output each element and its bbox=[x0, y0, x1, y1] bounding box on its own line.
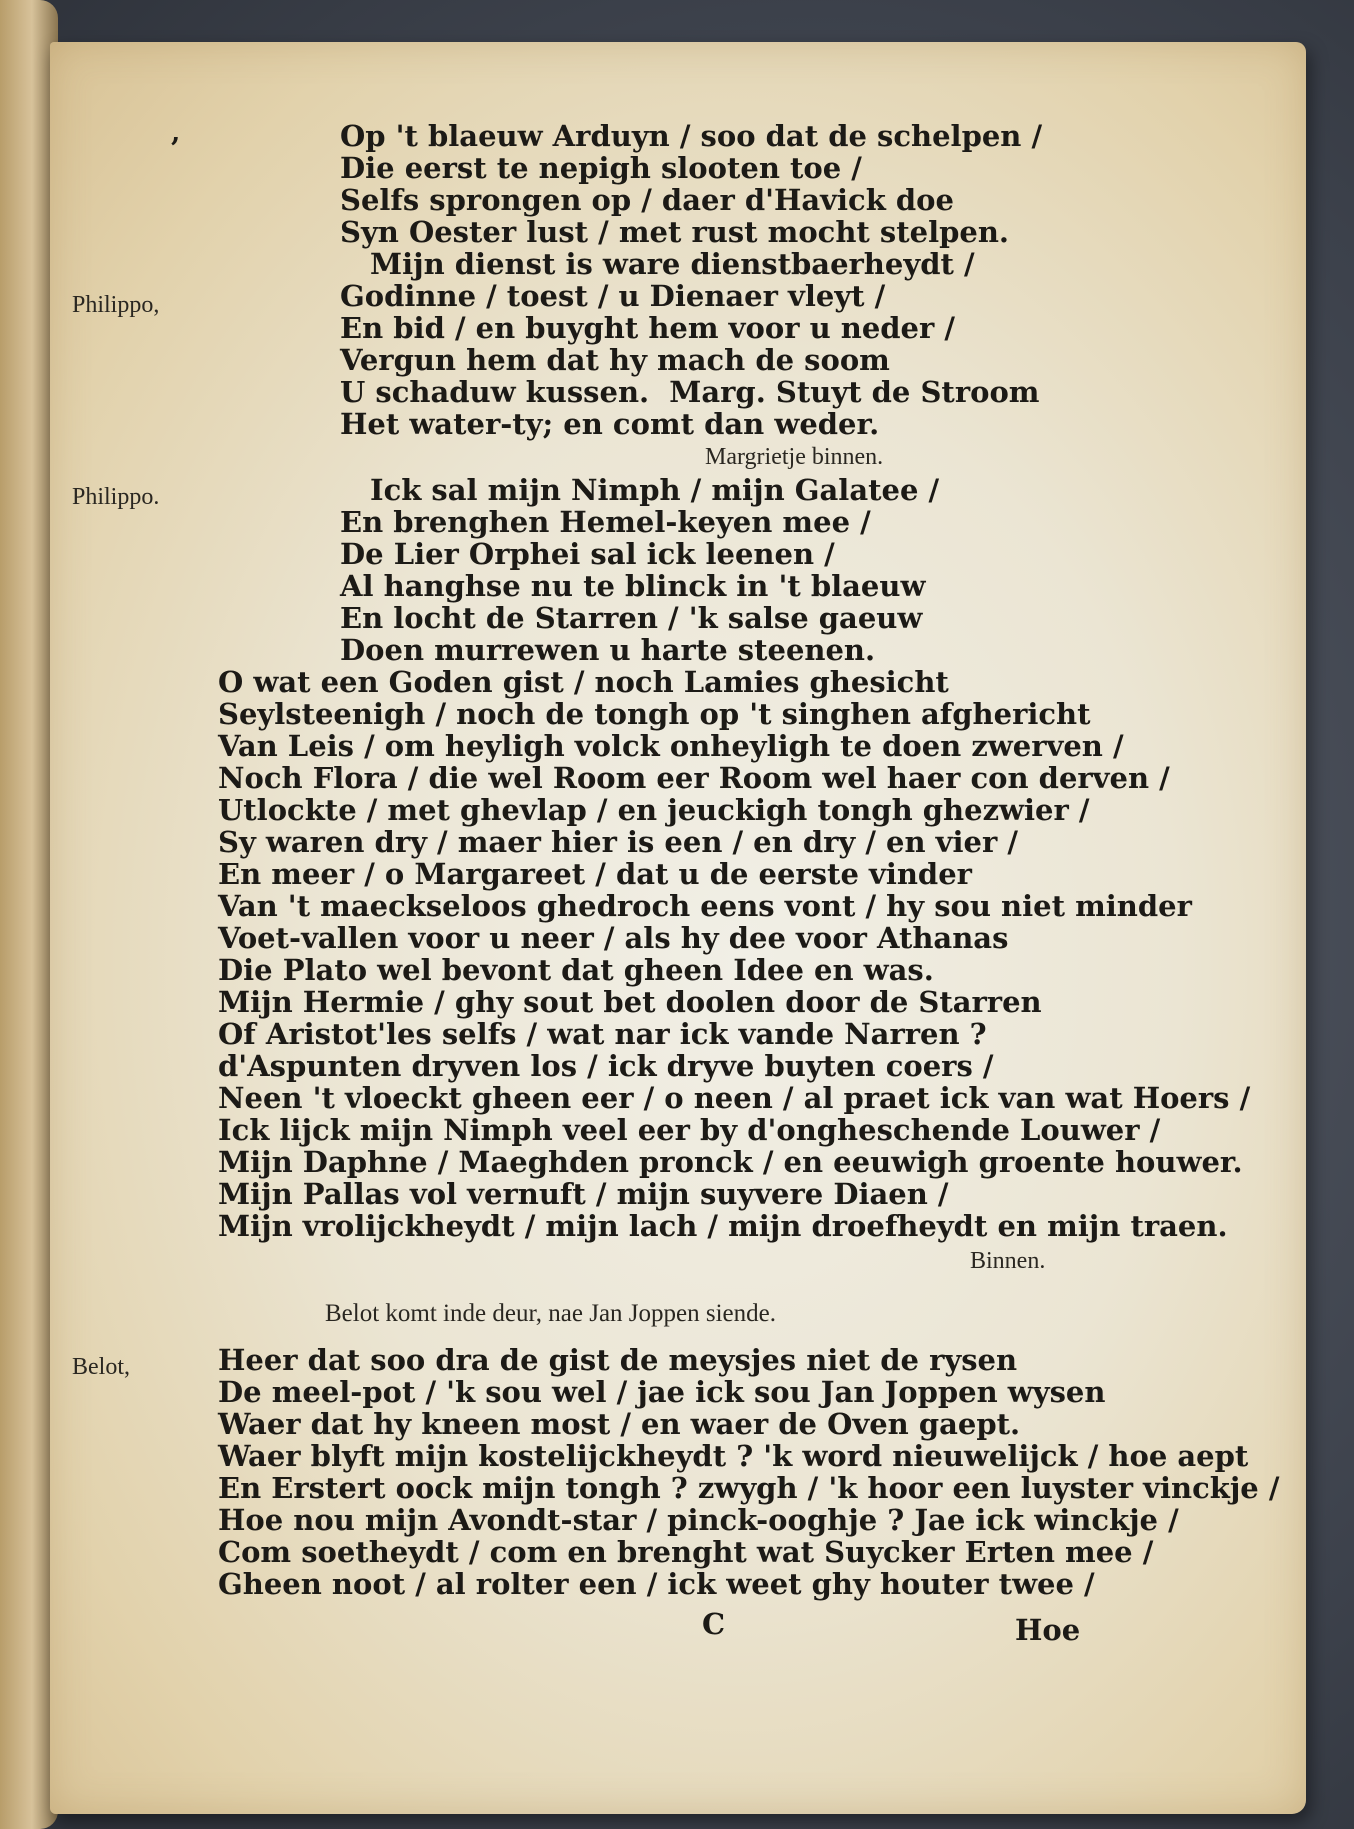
verse-line: O wat een Goden gist / noch Lamies ghesicht bbox=[218, 665, 949, 699]
verse-line: Vergun hem dat hy mach de soom bbox=[340, 343, 890, 377]
verse-line: De meel-pot / 'k sou wel / jae ick sou Jan Joppen wysen bbox=[218, 1375, 1106, 1409]
book-page bbox=[50, 42, 1306, 1814]
verse-line: Mijn Hermie / ghy sout bet doolen door de Starren bbox=[218, 985, 1042, 1019]
verse-line: En bid / en buyght hem voor u neder / bbox=[340, 311, 955, 345]
verse-text: U schaduw kussen. bbox=[340, 375, 650, 409]
verse-line: En meer / o Margareet / dat u de eerste vinder bbox=[218, 857, 972, 891]
verse-line: Mijn vrolijckheydt / mijn lach / mijn droefheydt en mijn traen. bbox=[218, 1209, 1228, 1243]
verse-line: Selfs sprongen op / daer d'Havick doe bbox=[340, 183, 954, 217]
verse-line: Die eerst te nepigh slooten toe / bbox=[340, 151, 862, 185]
verse-line: Al hanghse nu te blinck in 't blaeuw bbox=[340, 569, 926, 603]
verse-line: Mijn Daphne / Maeghden pronck / en eeuwigh groente houwer. bbox=[218, 1145, 1243, 1179]
speaker-belot: Belot, bbox=[72, 1354, 130, 1380]
verse-line bbox=[340, 376, 1039, 408]
verse-line: Op 't blaeuw Arduyn / soo dat de schelpen / bbox=[340, 119, 1043, 153]
verse-line: Van Leis / om heyligh volck onheyligh te doen zwerven / bbox=[218, 729, 1124, 763]
speaker-philippo: Philippo. bbox=[72, 484, 160, 510]
verse-line: Neen 't vloeckt gheen eer / o neen / al praet ick van wat Hoers / bbox=[218, 1081, 1251, 1115]
verse-line: Die Plato wel bevont dat gheen Idee en was. bbox=[218, 953, 934, 987]
verse-line: En locht de Starren / 'k salse gaeuw bbox=[340, 601, 923, 635]
verse-line: Gheen noot / al rolter een / ick weet ghy houter twee / bbox=[218, 1567, 1095, 1601]
speaker-philippo: Philippo, bbox=[72, 292, 160, 318]
verse-line: Doen murrewen u harte steenen. bbox=[340, 633, 876, 667]
stage-note-binnen: Binnen. bbox=[970, 1248, 1046, 1274]
verse-line: Waer blyft mijn kostelijckheydt ? 'k word nieuwelijck / hoe aept bbox=[218, 1439, 1249, 1473]
catchword: Hoe bbox=[1015, 1613, 1081, 1647]
verse-line: Sy waren dry / maer hier is een / en dry / en vier / bbox=[218, 825, 1018, 859]
verse-line: Seylsteenigh / noch de tongh op 't singhen afghericht bbox=[218, 697, 1091, 731]
verse-line: Waer dat hy kneen most / en waer de Oven gaept. bbox=[218, 1407, 1021, 1441]
verse-line: En Erstert oock mijn tongh ? zwygh / 'k hoor een luyster vinckje / bbox=[218, 1471, 1280, 1505]
signature-mark: C bbox=[702, 1607, 726, 1641]
corner-mark: ’ bbox=[170, 131, 181, 165]
verse-line: Com soetheydt / com en brenght wat Suycker Erten mee / bbox=[218, 1535, 1154, 1569]
verse-line: Mijn Pallas vol vernuft / mijn suyvere Diaen / bbox=[218, 1177, 949, 1211]
inline-marg-line: Marg. Stuyt de Stroom bbox=[669, 375, 1040, 409]
verse-line: Mijn dienst is ware dienstbaerheydt / bbox=[370, 247, 975, 281]
verse-line: Syn Oester lust / met rust mocht stelpen. bbox=[340, 215, 1010, 249]
verse-line: Voet-vallen voor u neer / als hy dee voor Athanas bbox=[218, 921, 1009, 955]
verse-line: Ick lijck mijn Nimph veel eer by d'ongheschende Louwer / bbox=[218, 1113, 1161, 1147]
verse-line: Godinne / toest / u Dienaer vleyt / bbox=[340, 279, 886, 313]
verse-line: Hoe nou mijn Avondt-star / pinck-ooghje ? Jae ick winckje / bbox=[218, 1503, 1179, 1537]
stage-direction: Belot komt inde deur, nae Jan Joppen siende. bbox=[325, 1300, 776, 1327]
stage-note-margrietje: Margrietje binnen. bbox=[705, 444, 884, 470]
verse-line: Van 't maeckseloos ghedroch eens vont / hy sou niet minder bbox=[218, 889, 1192, 923]
verse-line: Utlockte / met ghevlap / en jeuckigh tongh ghezwier / bbox=[218, 793, 1090, 827]
verse-line: Heer dat soo dra de gist de meysjes niet de rysen bbox=[218, 1343, 1018, 1377]
verse-line: d'Aspunten dryven los / ick dryve buyten coers / bbox=[218, 1049, 994, 1083]
verse-line: Het water-ty; en comt dan weder. bbox=[340, 407, 880, 441]
verse-line: Ick sal mijn Nimph / mijn Galatee / bbox=[370, 473, 940, 507]
verse-line: Noch Flora / die wel Room eer Room wel haer con derven / bbox=[218, 761, 1170, 795]
verse-line: En brenghen Hemel-keyen mee / bbox=[340, 505, 871, 539]
verse-line: De Lier Orphei sal ick leenen / bbox=[340, 537, 835, 571]
verse-line: Of Aristot'les selfs / wat nar ick vande Narren ? bbox=[218, 1017, 987, 1051]
